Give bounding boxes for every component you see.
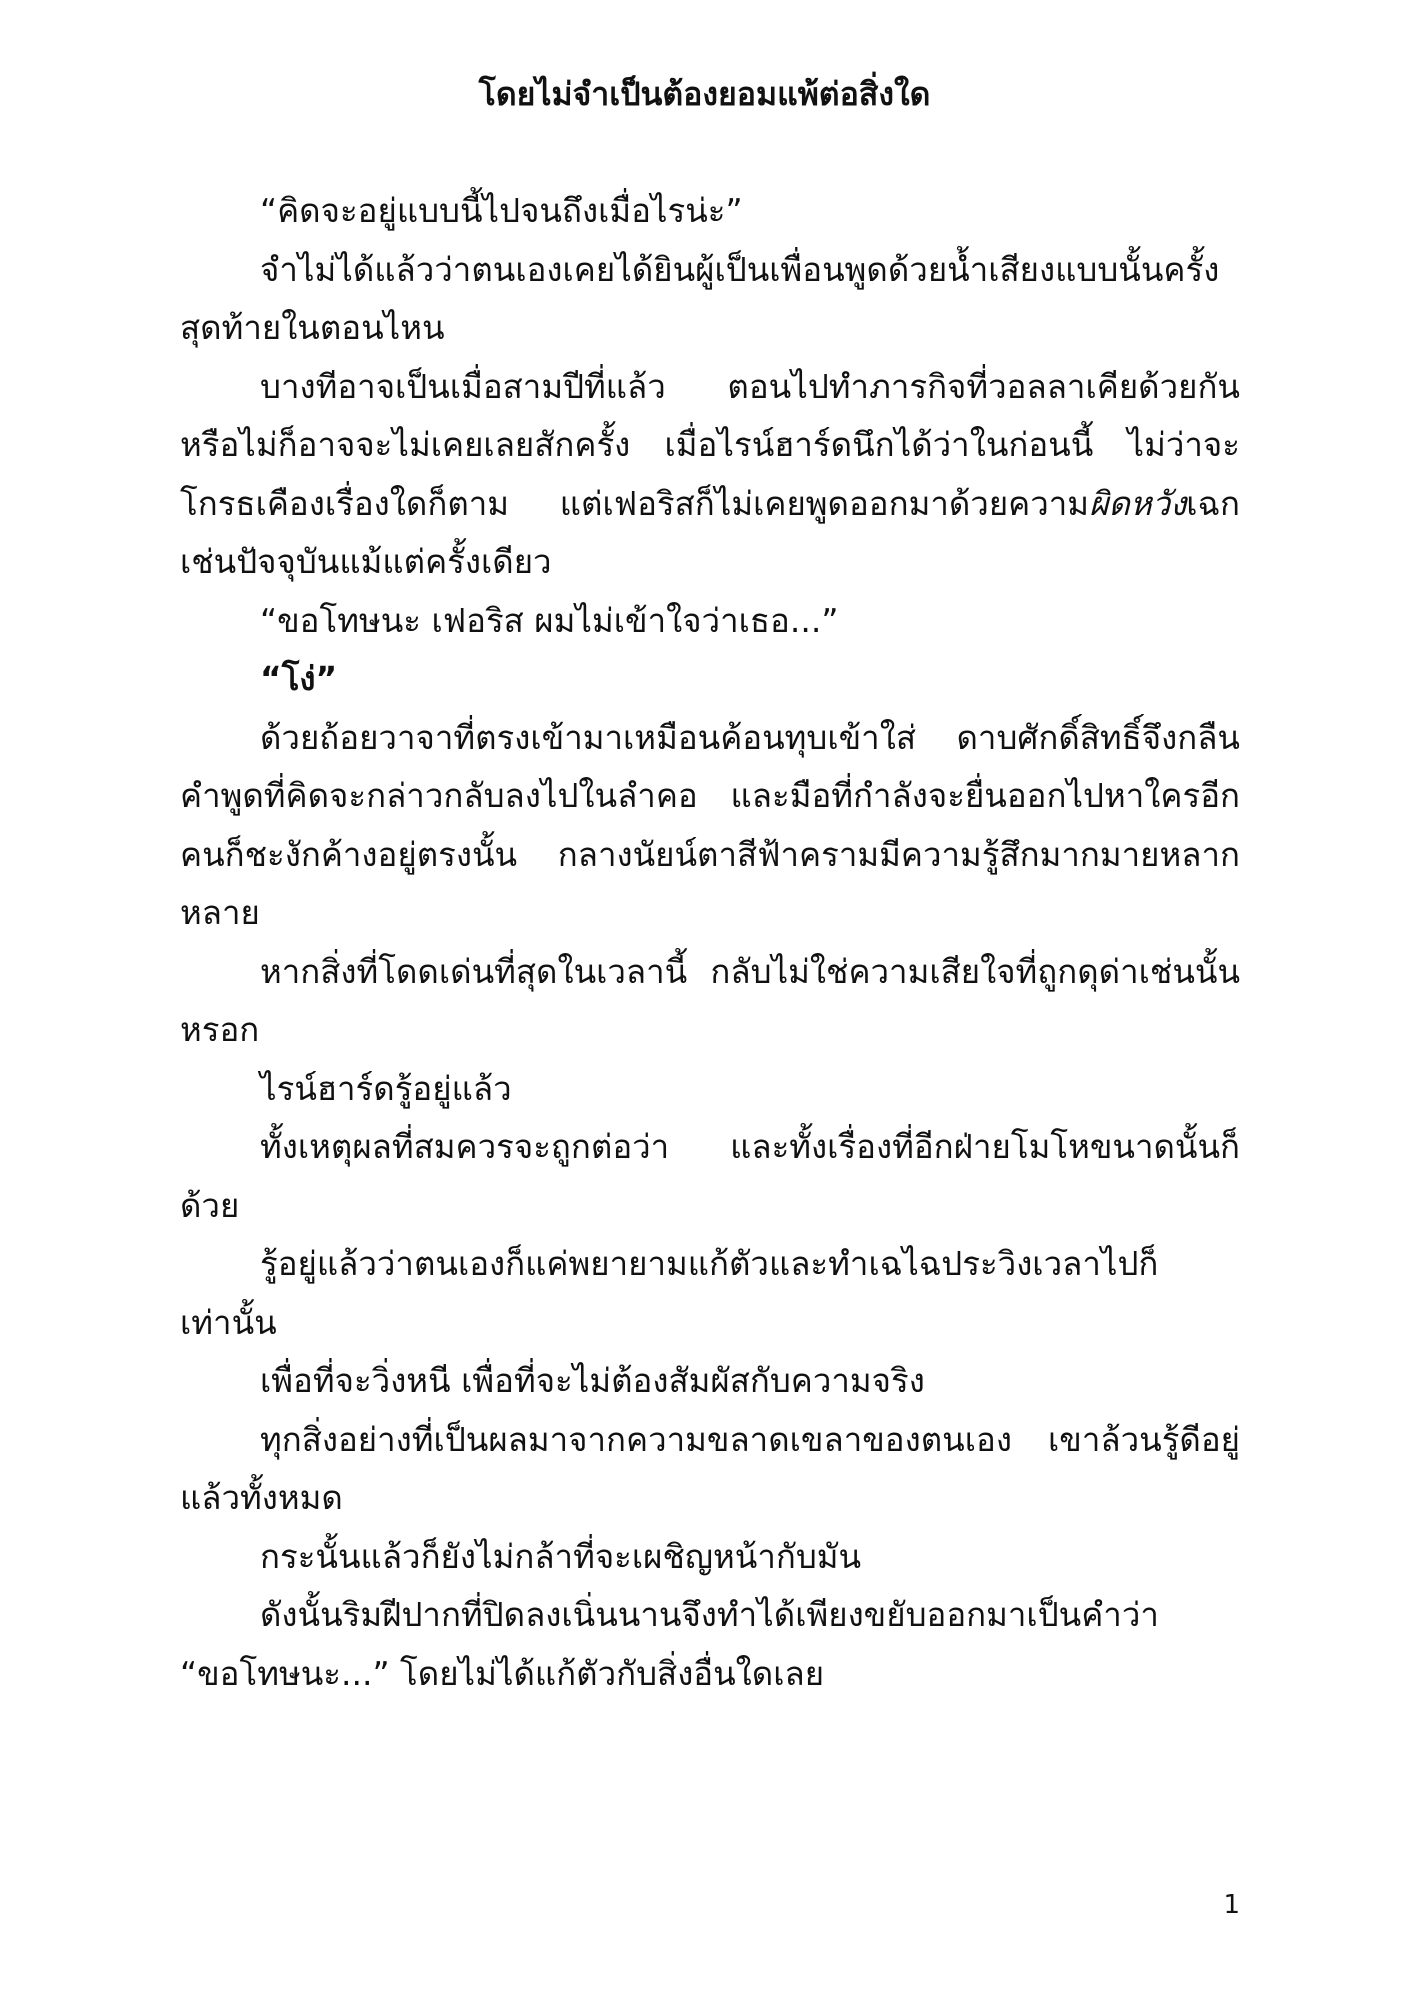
paragraph-bold: “โง่” [260,659,338,698]
paragraph: ดังนั้นริมฝีปากที่ปิดลงเนิ่นนานจึงทำได้เพียงขยับออกมาเป็นคำว่า “ขอโทษนะ...” โดยไม่ได้แก้ตัวกับสิ่งอื่นใดเลย [180,1595,1159,1693]
paragraph: จำไม่ได้แล้วว่าตนเองเคยได้ยินผู้เป็นเพื่อนพูดด้วยน้ำเสียงแบบนั้นครั้งสุดท้ายในตอนไหน [180,249,1220,347]
paragraph: ไรน์ฮาร์ดรู้อยู่แล้ว [260,1068,512,1108]
paragraph: รู้อยู่แล้วว่าตนเองก็แค่พยายามแก้ตัวและทำเฉไฉประวิงเวลาไปก็เท่านั้น [180,1244,1159,1342]
paragraph [180,358,1240,592]
paragraph: ทั้งเหตุผลที่สมควรจะถูกต่อว่า และทั้งเรื่องที่อีกฝ่ายโมโหขนาดนั้นก็ด้วย [180,1127,1240,1225]
page-number: 1 [1223,1890,1240,1920]
paragraph: หากสิ่งที่โดดเด่นที่สุดในเวลานี้ กลับไม่ใช่ความเสียใจที่ถูกดุด่าเช่นนั้นหรอก [180,951,1240,1049]
paragraph: กระนั้นแล้วก็ยังไม่กล้าที่จะเผชิญหน้ากับมัน [260,1536,862,1576]
paragraph: “คิดจะอยู่แบบนี้ไปจนถึงเมื่อไรน่ะ” [260,191,743,230]
document-body [180,182,1240,1703]
document-title: โดยไม่จำเป็นต้องยอมแพ้ต่อสิ่งใด [478,75,931,113]
paragraph: ด้วยถ้อยวาจาที่ตรงเข้ามาเหมือนค้อนทุบเข้าใส่ ดาบศักดิ์สิทธิ์จึงกลืนคำพูดที่คิดจะกล่าวกลับลงไปในลำคอ และมือที่กำลังจะยื่นออกไปหาใครอีกคนก็ชะงักค้างอยู่ตรงนั้น กลางนัยน์ตาสีฟ้าครามมีความรู้สึกมากมายหลากหลาย [180,717,1240,932]
paragraph: ทุกสิ่งอย่างที่เป็นผลมาจากความขลาดเขลาของตนเอง เขาล้วนรู้ดีอยู่แล้วทั้งหมด [180,1419,1240,1517]
paragraph-text: บางทีอาจเป็นเมื่อสามปีที่แล้ว ตอนไปทำภารกิจที่วอลลาเคียด้วยกัน หรือไม่ก็อาจจะไม่เคยเลยสักครั้ง เมื่อไรน์ฮาร์ดนึกได้ว่าในก่อนนี้ ไม่ว่าจะโกรธเคืองเรื่องใดก็ตาม แต่เฟอริสก็ไม่เคยพูดออกมาด้วยความ [180,366,1240,523]
emphasized-text: ผิดหวัง [1089,483,1187,523]
paragraph: เพื่อที่จะวิ่งหนี เพื่อที่จะไม่ต้องสัมผัสกับความจริง [260,1361,925,1400]
paragraph-text: เฉกเช่นปัจจุบันแม้แต่ครั้งเดียว [180,483,1240,581]
paragraph: “ขอโทษนะ เฟอริส ผมไม่เข้าใจว่าเธอ...” [260,600,839,640]
